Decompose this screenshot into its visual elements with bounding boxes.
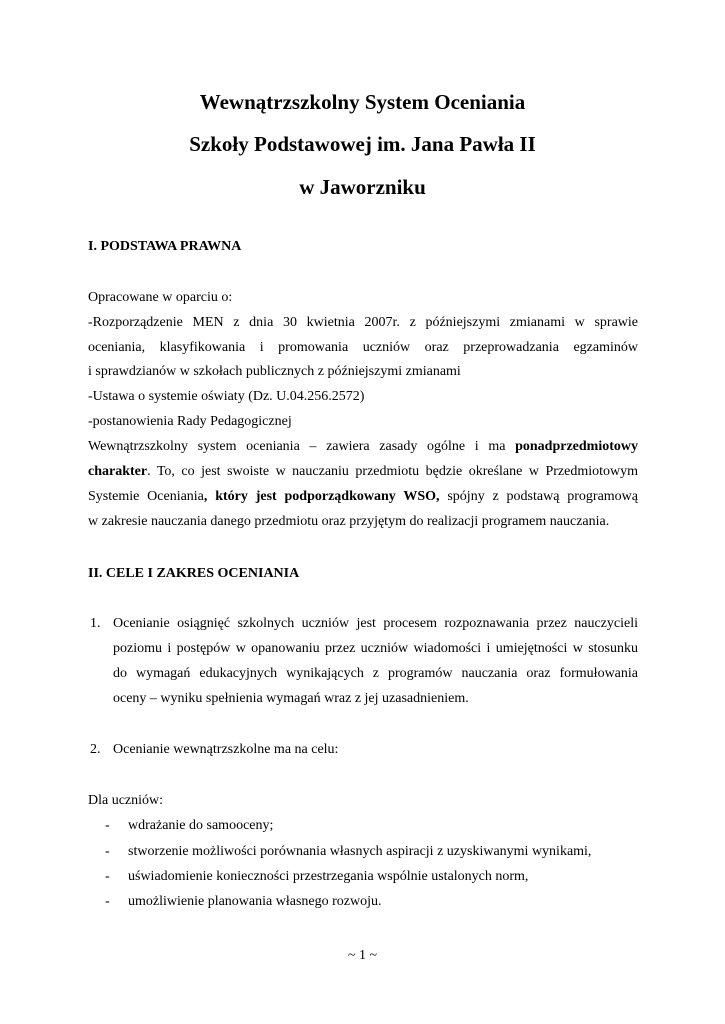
legal-basis-line: -postanowienia Rady Pedagogicznej (88, 414, 292, 429)
paragraph-text: Wewnątrzszkolny system oceniania – zawiera zasady ogólne i ma (88, 439, 516, 454)
paragraph-line (88, 463, 638, 481)
list-number: 1. (90, 616, 101, 631)
list-item-line: oceny – wyniku spełnienia wymagań wraz z jej uzasadnieniem. (113, 691, 469, 706)
bullet-dash: - (105, 844, 110, 859)
list-item-line: do wymagań edukacyjnych wynikających z programów nauczania oraz formułowania (113, 666, 638, 681)
list-item-line: Ocenianie osiągnięć szkolnych uczniów jest procesem rozpoznawania przez nauczycieli (113, 616, 638, 631)
list-number: 2. (90, 742, 101, 757)
paragraph-line (88, 488, 638, 506)
page-number: ~ 1 ~ (347, 948, 378, 963)
legal-basis-line: i sprawdzianów w szkołach publicznych z późniejszymi zmianami (88, 364, 461, 379)
paragraph-line (88, 438, 638, 456)
bullet-dash: - (105, 869, 110, 884)
paragraph-text: . To, co jest swoiste w nauczaniu przedmiotu będzie określane w Przedmiotowym (147, 464, 638, 479)
legal-basis-line: oceniania, klasyfikowania i promowania uczniów oraz przeprowadzania egzaminów (88, 340, 638, 355)
legal-basis-line: -Ustawa o systemie oświaty (Dz. U.04.256.2572) (88, 389, 365, 404)
students-label: Dla uczniów: (88, 793, 164, 808)
title-line-3: w Jaworzniku (299, 175, 426, 199)
intro-text: Opracowane w oparciu o: (88, 290, 233, 305)
section-2-heading: II. CELE I ZAKRES OCENIANIA (88, 566, 300, 581)
bullet-item: stworzenie możliwości porównania własnych aspiracji z uzyskiwanymi wynikami, (128, 844, 592, 859)
paragraph-line: w zakresie nauczania danego przedmiotu oraz przyjętym do realizacji programem nauczania. (88, 514, 610, 529)
bullet-dash: - (105, 818, 110, 833)
bold-text: ponadprzedmiotowy (515, 439, 638, 454)
paragraph-text: Systemie Oceniania (88, 489, 204, 504)
section-1-heading: I. PODSTAWA PRAWNA (88, 239, 242, 254)
bullet-item: wdrażanie do samooceny; (128, 818, 274, 833)
title-line-2: Szkoły Podstawowej im. Jana Pawła II (189, 132, 536, 156)
list-item-line: Ocenianie wewnątrzszkolne ma na celu: (113, 742, 339, 757)
bullet-dash: - (105, 894, 110, 909)
bold-text: charakter (88, 464, 148, 479)
list-item-line: poziomu i postępów w opanowaniu przez uczniów wiadomości i umiejętności w stosunku (113, 641, 638, 656)
bullet-item: uświadomienie konieczności przestrzegania wspólnie ustalonych norm, (128, 869, 529, 884)
paragraph-text: spójny z podstawą programową (439, 489, 639, 504)
bullet-item: umożliwienie planowania własnego rozwoju. (128, 894, 382, 909)
bold-text: , który jest podporządkowany WSO, (203, 489, 440, 504)
title-line-1: Wewnątrzszkolny System Oceniania (199, 90, 526, 114)
legal-basis-line: -Rozporządzenie MEN z dnia 30 kwietnia 2007r. z późniejszymi zmianami w sprawie (88, 315, 638, 330)
